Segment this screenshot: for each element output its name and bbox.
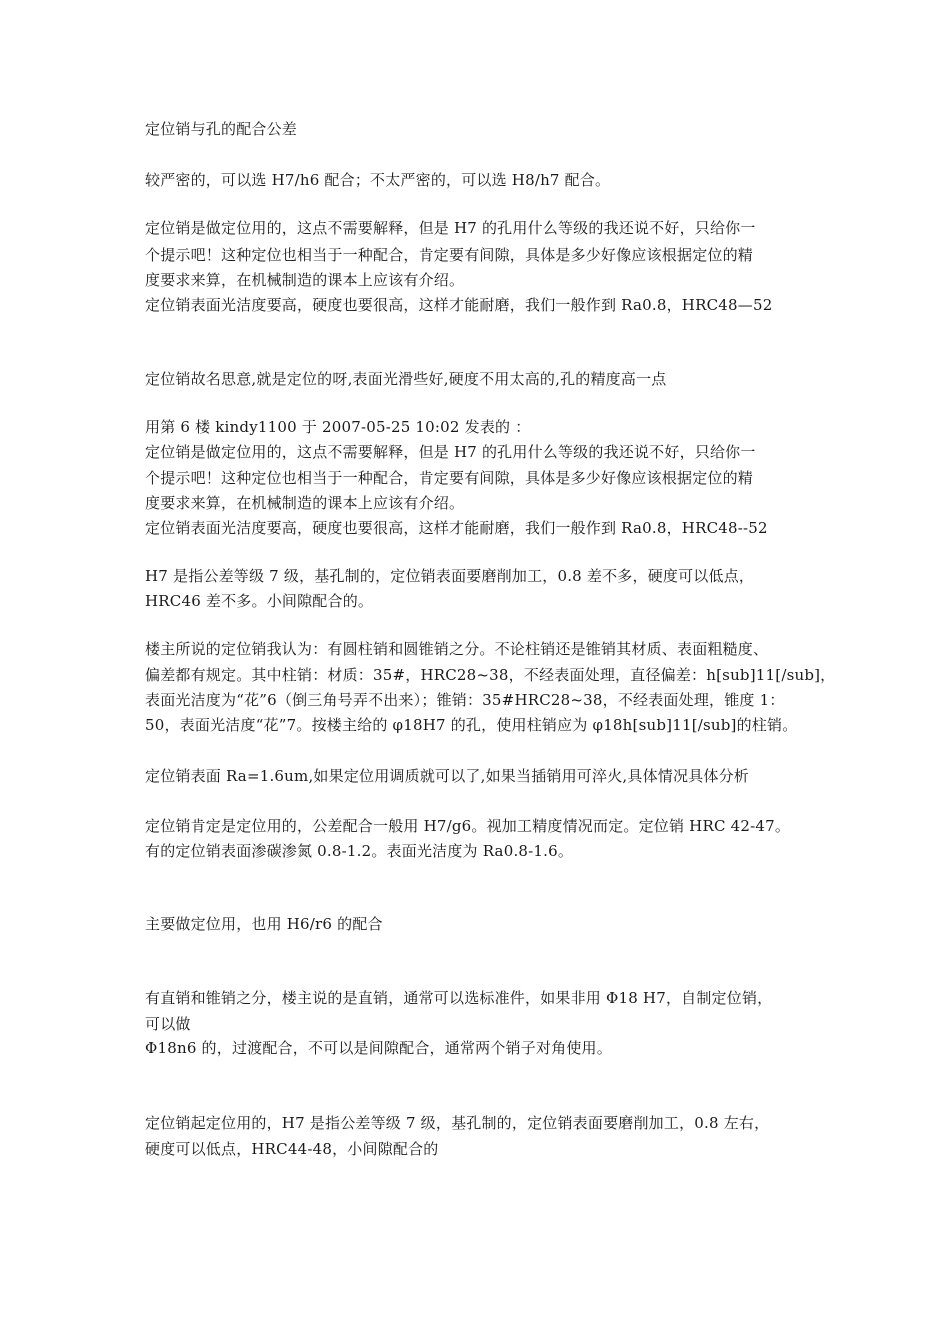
paragraph-line: 定位销表面光洁度要高，硬度也要很高，这样才能耐磨，我们一般作到 Ra0.8，HRC48—52 [145,296,773,314]
paragraph-line: HRC46 差不多。小间隙配合的。 [145,592,374,610]
paragraph-line: 定位销是做定位用的，这点不需要解释，但是 H7 的孔用什么等级的我还说不好，只给你一 [145,219,756,237]
paragraph-line: 定位销是做定位用的，这点不需要解释，但是 H7 的孔用什么等级的我还说不好，只给你一 [145,443,756,461]
paragraph-line: 有直销和锥销之分，楼主说的是直销，通常可以选标准件，如果非用 Φ18 H7，自制定位销， [145,989,773,1007]
paragraph-line: 楼主所说的定位销我认为：有圆柱销和圆锥销之分。不论柱销还是锥销其材质、表面粗糙度、 [145,640,769,658]
paragraph-line: 个提示吧！这种定位也相当于一种配合，肯定要有间隙，具体是多少好像应该根据定位的精 [145,469,754,487]
paragraph-line: 50，表面光洁度“花”7。按楼主给的 φ18H7 的孔，使用柱销应为 φ18h[sub]11[/sub]的柱销。 [145,716,798,734]
paragraph-line: 度要求来算，在机械制造的课本上应该有介绍。 [145,271,465,289]
paragraph-line: 定位销表面 Ra=1.6um,如果定位用调质就可以了,如果当插销用可淬火,具体情况具体分析 [145,767,749,785]
paragraph-line: H7 是指公差等级 7 级，基孔制的，定位销表面要磨削加工，0.8 差不多，硬度可以低点， [145,567,755,585]
paragraph-line: 定位销表面光洁度要高，硬度也要很高，这样才能耐磨，我们一般作到 Ra0.8，HRC48--52 [145,519,768,537]
paragraph-line: 较严密的，可以选 H7/h6 配合；不太严密的，可以选 H8/h7 配合。 [145,171,611,189]
paragraph-line: 偏差都有规定。其中柱销：材质：35#，HRC28~38，不经表面处理，直径偏差：h[sub]11[/sub]， [145,666,836,684]
paragraph-line: 有的定位销表面渗碳渗氮 0.8-1.2。表面光洁度为 Ra0.8-1.6。 [145,842,574,860]
paragraph-line: Φ18n6 的，过渡配合，不可以是间隙配合，通常两个销子对角使用。 [145,1039,612,1057]
paragraph-line: 个提示吧！这种定位也相当于一种配合，肯定要有间隙，具体是多少好像应该根据定位的精 [145,246,754,264]
paragraph-line: 定位销肯定是定位用的，公差配合一般用 H7/g6。视加工精度情况而定。定位销 HRC 42-47。 [145,817,791,835]
paragraph-line: 主要做定位用，也用 H6/r6 的配合 [145,915,383,933]
paragraph-line: 定位销故名思意,就是定位的呀,表面光滑些好,硬度不用太高的,孔的精度高一点 [145,370,667,388]
paragraph-line: 表面光洁度为“花”6（倒三角号弄不出来）；锥销：35#HRC28~38，不经表面处理，锥度 1： [145,691,785,709]
paragraph-line: 硬度可以低点，HRC44-48，小间隙配合的 [145,1140,439,1158]
quote-header: 用第 6 楼 kindy1100 于 2007-05-25 10:02 发表的 ： [145,418,531,436]
paragraph-line: 度要求来算，在机械制造的课本上应该有介绍。 [145,494,465,512]
paragraph-line: 可以做 [145,1015,191,1033]
paragraph-line: 定位销起定位用的，H7 是指公差等级 7 级，基孔制的，定位销表面要磨削加工，0.8 左右， [145,1114,770,1132]
document-title: 定位销与孔的配合公差 [145,120,298,138]
